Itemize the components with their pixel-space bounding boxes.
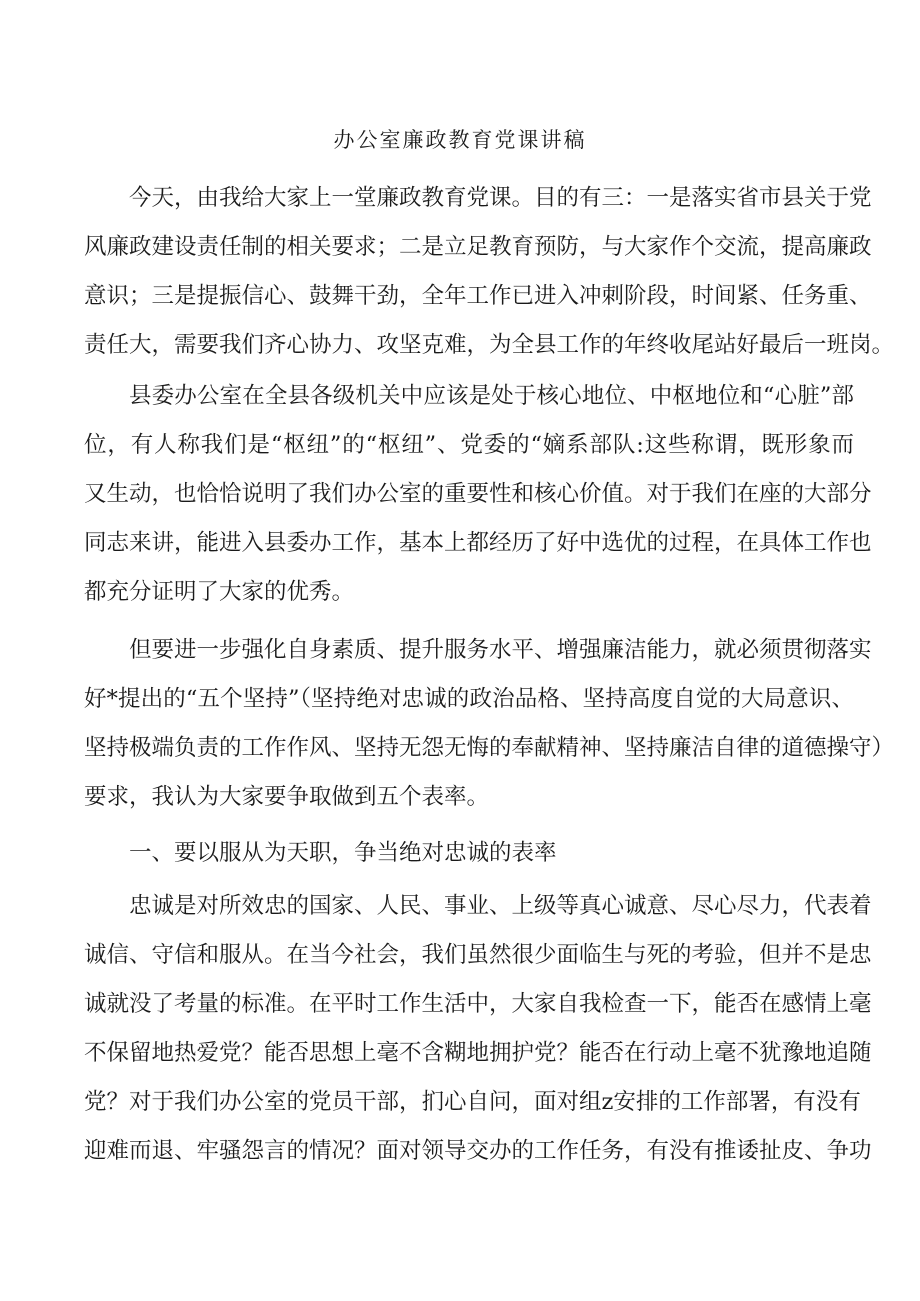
paragraph-line: 忠诚是对所效忠的国家、人民、事业、上级等真心诚意、尽心尽力，代表着	[129, 893, 872, 919]
paragraph-line: 党？对于我们办公室的党员干部，扪心自问，面对组z安排的工作部署，有没有	[84, 1089, 861, 1115]
paragraph-line: 坚持极端负责的工作作风、坚持无怨无悔的奉献精神、坚持廉洁自律的道德操守）	[84, 735, 895, 761]
paragraph-line: 诚信、守信和服从。在当今社会，我们虽然很少面临生与死的考验，但并不是忠	[84, 942, 872, 968]
paragraph-line: 风廉政建设责任制的相关要求；二是立足教育预防，与大家作个交流，提高廉政	[84, 234, 872, 260]
paragraph-line: 位，有人称我们是“枢纽”的“枢纽”、党委的“嫡系部队:这些称谓，既形象而	[84, 432, 854, 458]
page-title: 办公室廉政教育党课讲稿	[333, 128, 587, 152]
paragraph-line: 要求，我认为大家要争取做到五个表率。	[84, 784, 490, 810]
paragraph-line: 意识；三是提振信心、鼓舞干劲，全年工作已进入冲刺阶段，时间紧、任务重、	[84, 283, 872, 309]
paragraph-line: 又生动，也恰恰说明了我们办公室的重要性和核心价值。对于我们在座的大部分	[84, 481, 872, 507]
paragraph-line: 好*提出的“五个坚持”（坚持绝对忠诚的政治品格、坚持高度自觉的大局意识、	[84, 686, 854, 712]
paragraph-line: 不保留地热爱党？能否思想上毫不含糊地拥护党？能否在行动上毫不犹豫地追随	[84, 1040, 872, 1066]
section-heading: 一、要以服从为天职，争当绝对忠诚的表率	[129, 840, 557, 866]
paragraph-line: 诚就没了考量的标准。在平时工作生活中，大家自我检查一下，能否在感情上毫	[84, 991, 872, 1017]
paragraph-line: 同志来讲，能进入县委办工作，基本上都经历了好中选优的过程，在具体工作也	[84, 530, 872, 556]
paragraph-line: 迎难而退、牢骚怨言的情况？面对领导交办的工作任务，有没有推诿扯皮、争功	[84, 1138, 872, 1164]
paragraph-line: 但要进一步强化自身素质、提升服务水平、增强廉洁能力，就必须贯彻落实	[129, 637, 872, 663]
paragraph-line: 都充分证明了大家的优秀。	[84, 579, 355, 605]
paragraph-line: 责任大，需要我们齐心协力、攻坚克难，为全县工作的年终收尾站好最后一班岗。	[84, 332, 895, 358]
paragraph-line: 今天，由我给大家上一堂廉政教育党课。目的有三：一是落实省市县关于党	[129, 185, 872, 211]
paragraph-line: 县委办公室在全县各级机关中应该是处于核心地位、中枢地位和“心脏”部	[129, 383, 854, 409]
